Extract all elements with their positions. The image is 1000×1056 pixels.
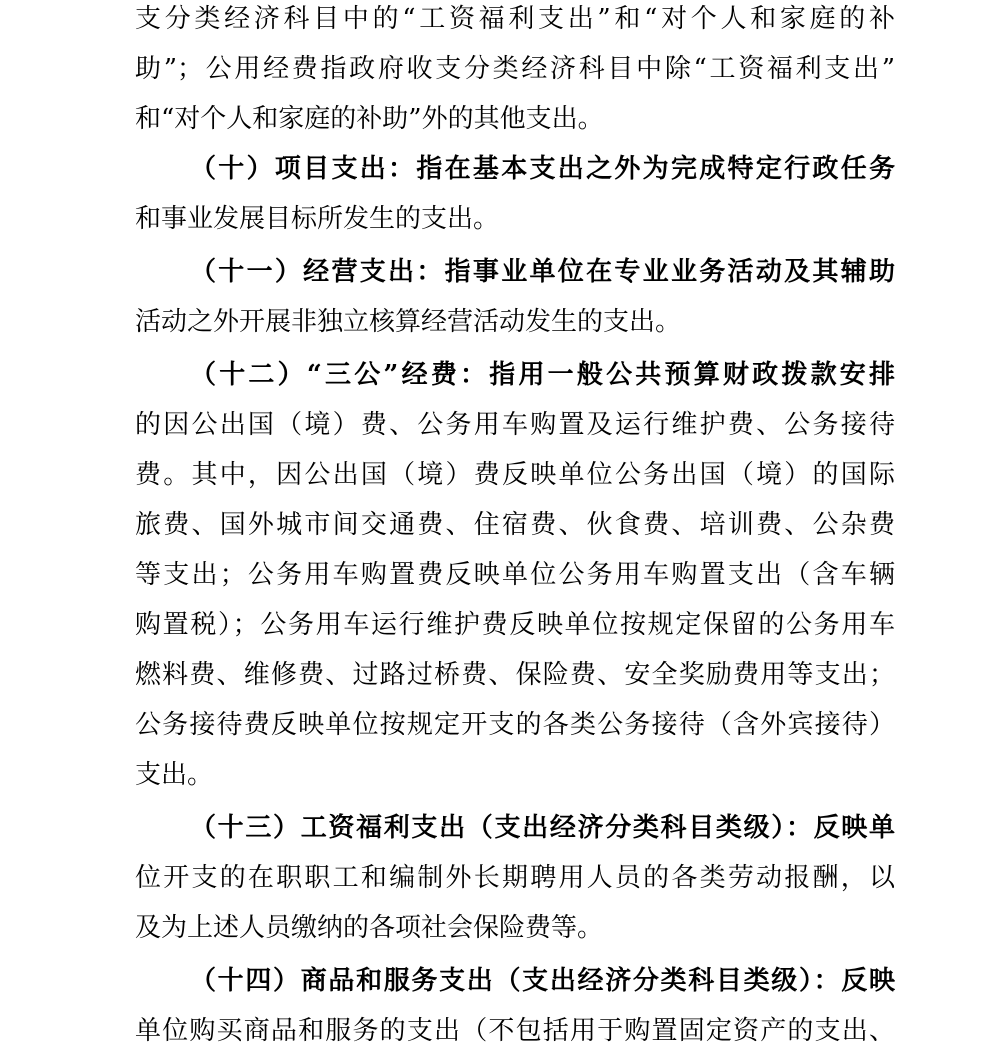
section-thirteen-heading: （十三）工资福利支出（支出经济分类科目类级）：反映单 (190, 813, 895, 843)
text-line: 燃料费、维修费、过路过桥费、保险费、安全奖励费用等支出； (135, 660, 895, 690)
text-line: 助”；公用经费指政府收支分类经济科目中除“工资福利支出” (135, 54, 895, 84)
text-line: 单位购买商品和服务的支出（不包括用于购置固定资产的支出、 (135, 1016, 895, 1046)
text-line: 等支出；公务用车购置费反映单位公务用车购置支出（含车辆 (135, 560, 895, 590)
text-line: 活动之外开展非独立核算经营活动发生的支出。 (135, 307, 682, 337)
text-line: 旅费、国外城市间交通费、住宿费、伙食费、培训费、公杂费 (135, 510, 895, 540)
text-line: 公务接待费反映单位按规定开支的各类公务接待（含外宾接待） (135, 710, 895, 740)
text-line: 购置税）；公务用车运行维护费反映单位按规定保留的公务用车 (135, 610, 895, 640)
text-line: 费。其中，因公出国（境）费反映单位公务出国（境）的国际 (135, 460, 895, 490)
section-eleven-heading: （十一）经营支出：指事业单位在专业业务活动及其辅助 (190, 257, 895, 287)
text-line: 和“对个人和家庭的补助”外的其他支出。 (135, 104, 604, 134)
section-fourteen-heading: （十四）商品和服务支出（支出经济分类科目类级）：反映 (190, 966, 895, 996)
text-line: 支分类经济科目中的“工资福利支出”和“对个人和家庭的补 (135, 4, 895, 34)
text-line: 和事业发展目标所发生的支出。 (135, 204, 500, 234)
text-line: 支出。 (135, 760, 214, 790)
text-line: 位开支的在职职工和编制外长期聘用人员的各类劳动报酬，以 (135, 863, 895, 893)
section-twelve-heading: （十二）“三公”经费：指用一般公共预算财政拨款安排 (190, 360, 895, 390)
section-ten-heading: （十）项目支出：指在基本支出之外为完成特定行政任务 (190, 154, 895, 184)
text-line: 的因公出国（境）费、公务用车购置及运行维护费、公务接待 (135, 410, 895, 440)
text-line: 及为上述人员缴纳的各项社会保险费等。 (135, 913, 604, 943)
